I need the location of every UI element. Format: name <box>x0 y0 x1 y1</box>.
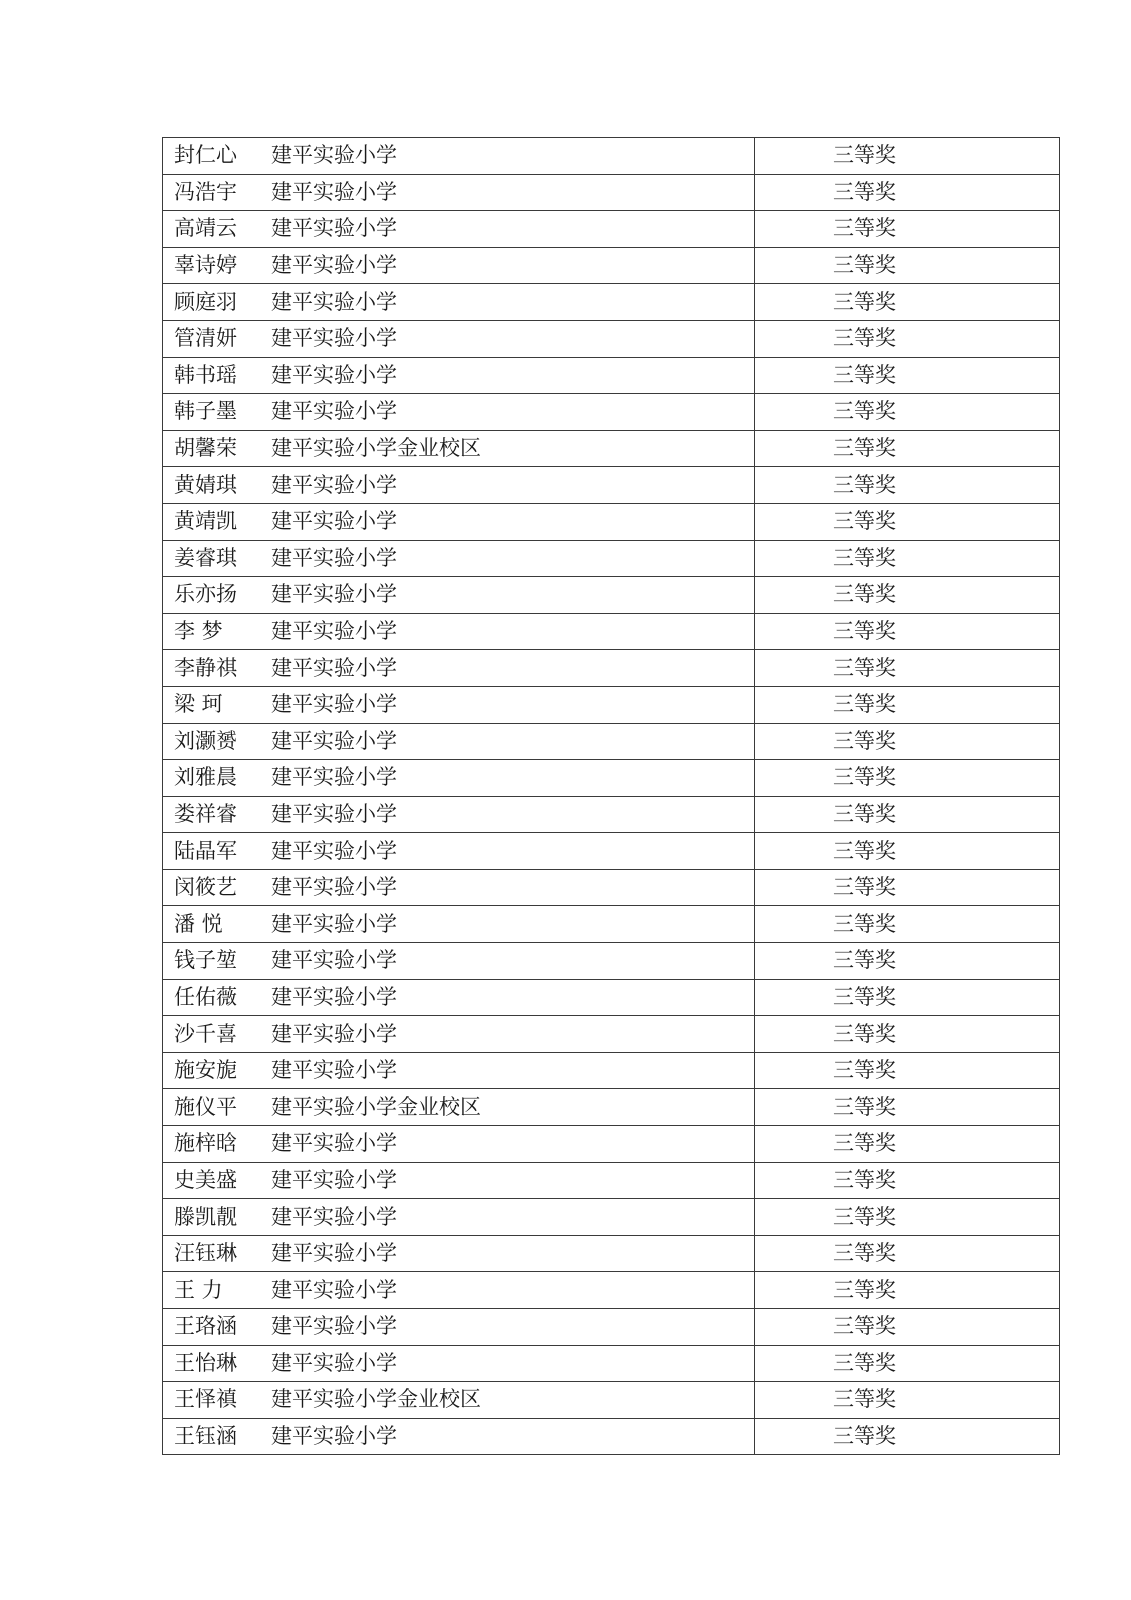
student-name: 娄祥睿 <box>174 801 237 826</box>
student-info-cell <box>163 613 755 650</box>
table-row <box>163 1199 1060 1236</box>
student-info-cell <box>163 357 755 394</box>
student-info-cell <box>163 540 755 577</box>
table-row <box>163 796 1060 833</box>
school-name: 建平实验小学 <box>271 875 397 900</box>
school-name: 建平实验小学 <box>271 1131 397 1156</box>
student-name: 韩子墨 <box>174 399 237 424</box>
student-info-cell <box>163 1418 755 1455</box>
school-name: 建平实验小学 <box>271 143 397 168</box>
table-row <box>163 1418 1060 1455</box>
award-level: 三等奖 <box>755 869 1060 906</box>
table-row <box>163 394 1060 431</box>
student-info-cell <box>163 1345 755 1382</box>
table-row <box>163 503 1060 540</box>
award-level: 三等奖 <box>755 650 1060 687</box>
table-row <box>163 357 1060 394</box>
award-level: 三等奖 <box>755 1016 1060 1053</box>
award-level: 三等奖 <box>755 1162 1060 1199</box>
student-info-cell <box>163 833 755 870</box>
student-info-cell <box>163 1162 755 1199</box>
award-level: 三等奖 <box>755 1418 1060 1455</box>
table-row <box>163 760 1060 797</box>
table-row <box>163 979 1060 1016</box>
student-name: 李 梦 <box>174 619 223 644</box>
student-info-cell <box>163 1089 755 1126</box>
award-level: 三等奖 <box>755 943 1060 980</box>
award-level: 三等奖 <box>755 1345 1060 1382</box>
table-row <box>163 247 1060 284</box>
student-name: 李静祺 <box>174 655 237 680</box>
table-row <box>163 869 1060 906</box>
table-row <box>163 320 1060 357</box>
award-level: 三等奖 <box>755 1382 1060 1419</box>
student-name: 汪钰琳 <box>174 1241 237 1266</box>
award-level: 三等奖 <box>755 1089 1060 1126</box>
school-name: 建平实验小学 <box>271 1058 397 1083</box>
student-name: 韩书瑶 <box>174 362 237 387</box>
award-level: 三等奖 <box>755 906 1060 943</box>
school-name: 建平实验小学 <box>271 399 397 424</box>
student-info-cell <box>163 943 755 980</box>
student-name: 乐亦扬 <box>174 582 237 607</box>
student-info-cell <box>163 138 755 175</box>
school-name: 建平实验小学金业校区 <box>271 1387 481 1412</box>
student-info-cell <box>163 650 755 687</box>
award-level: 三等奖 <box>755 1126 1060 1163</box>
student-info-cell <box>163 723 755 760</box>
award-level: 三等奖 <box>755 1199 1060 1236</box>
table-row <box>163 1052 1060 1089</box>
award-level: 三等奖 <box>755 1235 1060 1272</box>
student-info-cell <box>163 284 755 321</box>
school-name: 建平实验小学 <box>271 619 397 644</box>
student-info-cell <box>163 1272 755 1309</box>
award-level: 三等奖 <box>755 320 1060 357</box>
school-name: 建平实验小学 <box>271 472 397 497</box>
award-level: 三等奖 <box>755 1272 1060 1309</box>
student-name: 王怡琳 <box>174 1350 237 1375</box>
student-name: 胡馨荣 <box>174 436 237 461</box>
table-row <box>163 650 1060 687</box>
student-info-cell <box>163 503 755 540</box>
student-name: 辜诗婷 <box>174 253 237 278</box>
school-name: 建平实验小学 <box>271 326 397 351</box>
student-name: 刘灏赟 <box>174 728 237 753</box>
award-level: 三等奖 <box>755 540 1060 577</box>
school-name: 建平实验小学 <box>271 362 397 387</box>
table-row <box>163 138 1060 175</box>
award-level: 三等奖 <box>755 686 1060 723</box>
table-row <box>163 906 1060 943</box>
table-row <box>163 1126 1060 1163</box>
school-name: 建平实验小学 <box>271 655 397 680</box>
award-level: 三等奖 <box>755 760 1060 797</box>
school-name: 建平实验小学 <box>271 1167 397 1192</box>
school-name: 建平实验小学 <box>271 582 397 607</box>
student-name: 滕凯靓 <box>174 1204 237 1229</box>
school-name: 建平实验小学 <box>271 216 397 241</box>
table-row <box>163 1235 1060 1272</box>
award-level: 三等奖 <box>755 211 1060 248</box>
table-row <box>163 1162 1060 1199</box>
student-name: 王钰涵 <box>174 1424 237 1449</box>
table-row <box>163 833 1060 870</box>
student-name: 王珞涵 <box>174 1314 237 1339</box>
school-name: 建平实验小学 <box>271 1350 397 1375</box>
student-name: 沙千喜 <box>174 1021 237 1046</box>
school-name: 建平实验小学 <box>271 1241 397 1266</box>
award-list-table <box>162 137 1060 1455</box>
award-level: 三等奖 <box>755 833 1060 870</box>
student-name: 闵筱艺 <box>174 875 237 900</box>
student-info-cell <box>163 1199 755 1236</box>
student-name: 施安旎 <box>174 1058 237 1083</box>
school-name: 建平实验小学 <box>271 179 397 204</box>
school-name: 建平实验小学金业校区 <box>271 1094 481 1119</box>
student-info-cell <box>163 577 755 614</box>
student-info-cell <box>163 467 755 504</box>
award-level: 三等奖 <box>755 174 1060 211</box>
table-row <box>163 613 1060 650</box>
award-level: 三等奖 <box>755 138 1060 175</box>
school-name: 建平实验小学 <box>271 509 397 534</box>
award-level: 三等奖 <box>755 613 1060 650</box>
table-row <box>163 577 1060 614</box>
school-name: 建平实验小学 <box>271 765 397 790</box>
student-name: 施仪平 <box>174 1094 237 1119</box>
school-name: 建平实验小学 <box>271 838 397 863</box>
table-row <box>163 430 1060 467</box>
award-level: 三等奖 <box>755 467 1060 504</box>
school-name: 建平实验小学 <box>271 545 397 570</box>
award-level: 三等奖 <box>755 357 1060 394</box>
school-name: 建平实验小学 <box>271 1277 397 1302</box>
student-info-cell <box>163 1309 755 1346</box>
student-name: 黄靖凯 <box>174 509 237 534</box>
student-name: 顾庭羽 <box>174 289 237 314</box>
table-row <box>163 1345 1060 1382</box>
table-row <box>163 284 1060 321</box>
table-row <box>163 211 1060 248</box>
award-level: 三等奖 <box>755 979 1060 1016</box>
student-name: 管清妍 <box>174 326 237 351</box>
award-level: 三等奖 <box>755 723 1060 760</box>
table-row <box>163 467 1060 504</box>
student-info-cell <box>163 394 755 431</box>
table-row <box>163 1382 1060 1419</box>
award-level: 三等奖 <box>755 247 1060 284</box>
school-name: 建平实验小学 <box>271 1314 397 1339</box>
school-name: 建平实验小学 <box>271 984 397 1009</box>
student-name: 高靖云 <box>174 216 237 241</box>
student-info-cell <box>163 906 755 943</box>
student-name: 刘雅晨 <box>174 765 237 790</box>
award-level: 三等奖 <box>755 577 1060 614</box>
award-level: 三等奖 <box>755 1052 1060 1089</box>
student-name: 黄婧琪 <box>174 472 237 497</box>
student-info-cell <box>163 211 755 248</box>
school-name: 建平实验小学 <box>271 728 397 753</box>
student-name: 梁 珂 <box>174 692 223 717</box>
school-name: 建平实验小学 <box>271 1204 397 1229</box>
student-name: 施梓晗 <box>174 1131 237 1156</box>
student-info-cell <box>163 174 755 211</box>
award-level: 三等奖 <box>755 430 1060 467</box>
student-name: 王怿禛 <box>174 1387 237 1412</box>
student-name: 史美盛 <box>174 1167 237 1192</box>
student-info-cell <box>163 1235 755 1272</box>
student-info-cell <box>163 760 755 797</box>
school-name: 建平实验小学 <box>271 289 397 314</box>
award-list-body <box>163 138 1060 1455</box>
student-name: 王 力 <box>174 1277 223 1302</box>
award-level: 三等奖 <box>755 394 1060 431</box>
table-row <box>163 174 1060 211</box>
school-name: 建平实验小学 <box>271 948 397 973</box>
school-name: 建平实验小学金业校区 <box>271 436 481 461</box>
school-name: 建平实验小学 <box>271 801 397 826</box>
award-level: 三等奖 <box>755 1309 1060 1346</box>
table-row <box>163 1309 1060 1346</box>
student-name: 姜睿琪 <box>174 545 237 570</box>
student-name: 冯浩宇 <box>174 179 237 204</box>
student-info-cell <box>163 1126 755 1163</box>
student-name: 陆晶军 <box>174 838 237 863</box>
school-name: 建平实验小学 <box>271 911 397 936</box>
student-name: 潘 悦 <box>174 911 223 936</box>
student-info-cell <box>163 430 755 467</box>
award-level: 三等奖 <box>755 284 1060 321</box>
school-name: 建平实验小学 <box>271 253 397 278</box>
table-row <box>163 686 1060 723</box>
student-info-cell <box>163 1382 755 1419</box>
student-info-cell <box>163 869 755 906</box>
student-name: 任佑薇 <box>174 984 237 1009</box>
student-info-cell <box>163 320 755 357</box>
student-info-cell <box>163 1052 755 1089</box>
award-level: 三等奖 <box>755 503 1060 540</box>
school-name: 建平实验小学 <box>271 1021 397 1046</box>
student-info-cell <box>163 1016 755 1053</box>
school-name: 建平实验小学 <box>271 692 397 717</box>
student-info-cell <box>163 247 755 284</box>
student-name: 钱子堃 <box>174 948 237 973</box>
student-info-cell <box>163 979 755 1016</box>
award-level: 三等奖 <box>755 796 1060 833</box>
school-name: 建平实验小学 <box>271 1424 397 1449</box>
student-info-cell <box>163 686 755 723</box>
table-row <box>163 1016 1060 1053</box>
table-row <box>163 1272 1060 1309</box>
table-row <box>163 723 1060 760</box>
table-row <box>163 540 1060 577</box>
table-row <box>163 1089 1060 1126</box>
table-row <box>163 943 1060 980</box>
student-info-cell <box>163 796 755 833</box>
student-name: 封仁心 <box>174 143 237 168</box>
